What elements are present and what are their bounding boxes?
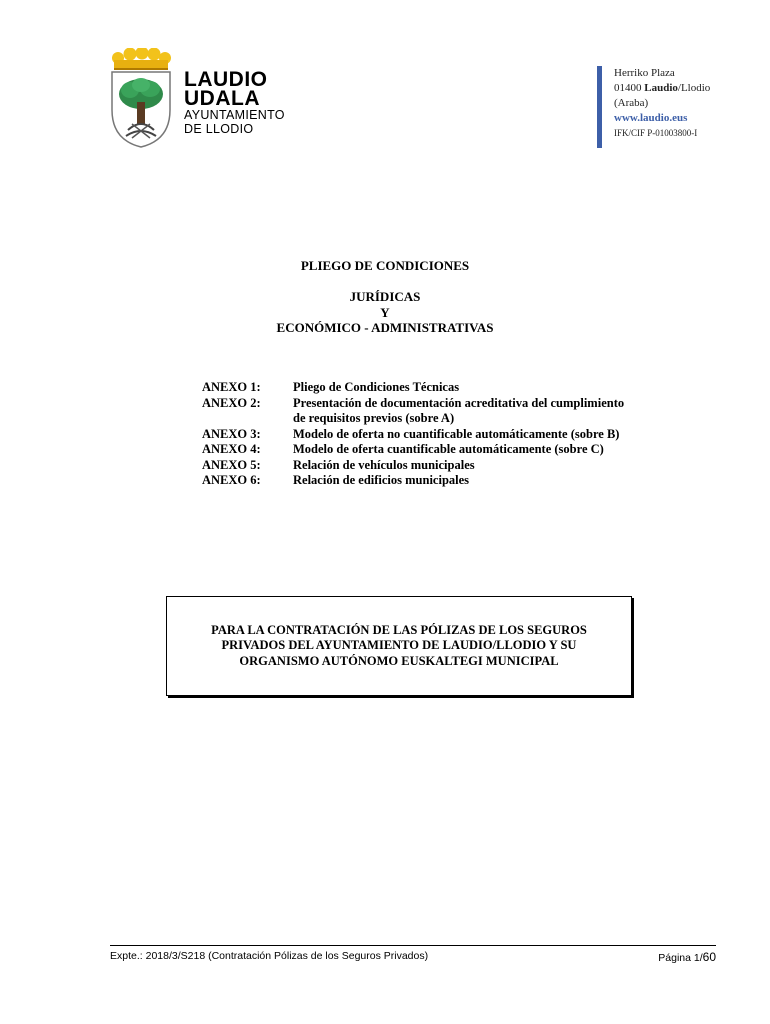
- footer-file-reference: Expte.: 2018/3/S218 (Contratación Pólizas de los Seguros Privados): [110, 950, 429, 962]
- annex-key: ANEXO 4:: [202, 442, 261, 456]
- logo-line-laudio: LAUDIO: [184, 68, 268, 91]
- website-link[interactable]: www.laudio.eus: [614, 112, 688, 124]
- annex-key: ANEXO 6:: [202, 473, 261, 487]
- footer-page-number: [658, 950, 716, 964]
- subject-line-1: PARA LA CONTRATACIÓN DE LAS PÓLIZAS DE LOS SEGUROS: [211, 622, 587, 637]
- subject-line-2: PRIVADOS DEL AYUNTAMIENTO DE LAUDIO/LLODIO Y SU: [221, 638, 577, 653]
- document-subtitle: [0, 289, 770, 336]
- annex-row: [202, 442, 682, 458]
- address-province: (Araba): [614, 97, 649, 109]
- address-city: [614, 81, 710, 96]
- logo-line-ayuntamiento: AYUNTAMIENTO: [184, 108, 285, 122]
- crown-icon: [112, 48, 171, 70]
- municipal-crest-logo: [108, 48, 174, 148]
- logo-line-de-llodio: DE LLODIO: [184, 122, 254, 136]
- subtitle-line-economico: ECONÓMICO - ADMINISTRATIVAS: [276, 320, 494, 335]
- annex-description: Relación de vehículos municipales: [293, 457, 475, 472]
- annex-key: ANEXO 2:: [202, 395, 261, 410]
- subject-line-3: ORGANISMO AUTÓNOMO EUSKALTEGI MUNICIPAL: [239, 653, 559, 668]
- annex-list: [202, 380, 682, 489]
- municipal-name-logo: [184, 70, 285, 136]
- address-city-rest: /Llodio: [677, 82, 711, 94]
- annex-description: Pliego de Condiciones Técnicas: [293, 380, 460, 394]
- annex-key: ANEXO 5:: [202, 457, 261, 472]
- annex-key: ANEXO 3:: [202, 426, 261, 441]
- annex-description: Modelo de oferta no cuantificable automáticamente (sobre B): [293, 426, 620, 441]
- annex-description-line: de requisitos previos (sobre A): [293, 411, 455, 425]
- annex-description: Relación de edificios municipales: [293, 473, 470, 487]
- subtitle-line-y: Y: [380, 304, 390, 320]
- footer-divider: [110, 945, 716, 946]
- address-block: [614, 66, 710, 141]
- subtitle-line-juridicas: JURÍDICAS: [349, 289, 421, 304]
- annex-row: [202, 427, 682, 443]
- annex-row: [202, 458, 682, 474]
- annex-row: [202, 380, 682, 396]
- address-street: Herriko Plaza: [614, 67, 675, 79]
- annex-row: [202, 396, 682, 427]
- contract-subject-box: [166, 596, 632, 696]
- annex-key: ANEXO 1:: [202, 380, 261, 394]
- address-accent-bar: [597, 66, 602, 148]
- annex-description-line: Presentación de documentación acreditativa del cumplimiento: [293, 395, 625, 410]
- logo-line-udala: UDALA: [184, 87, 260, 110]
- address-postal: 01400: [614, 82, 642, 94]
- page-label: Página 1/: [658, 952, 703, 964]
- document-title: PLIEGO DE CONDICIONES: [300, 258, 470, 273]
- annex-row: [202, 473, 682, 489]
- page-total: 60: [702, 950, 716, 964]
- tax-id: IFK/CIF P-01003800-I: [614, 128, 698, 138]
- annex-description: [293, 396, 682, 427]
- address-city-bold: Laudio: [644, 82, 678, 94]
- annex-description: Modelo de oferta cuantificable automáticamente (sobre C): [293, 442, 604, 456]
